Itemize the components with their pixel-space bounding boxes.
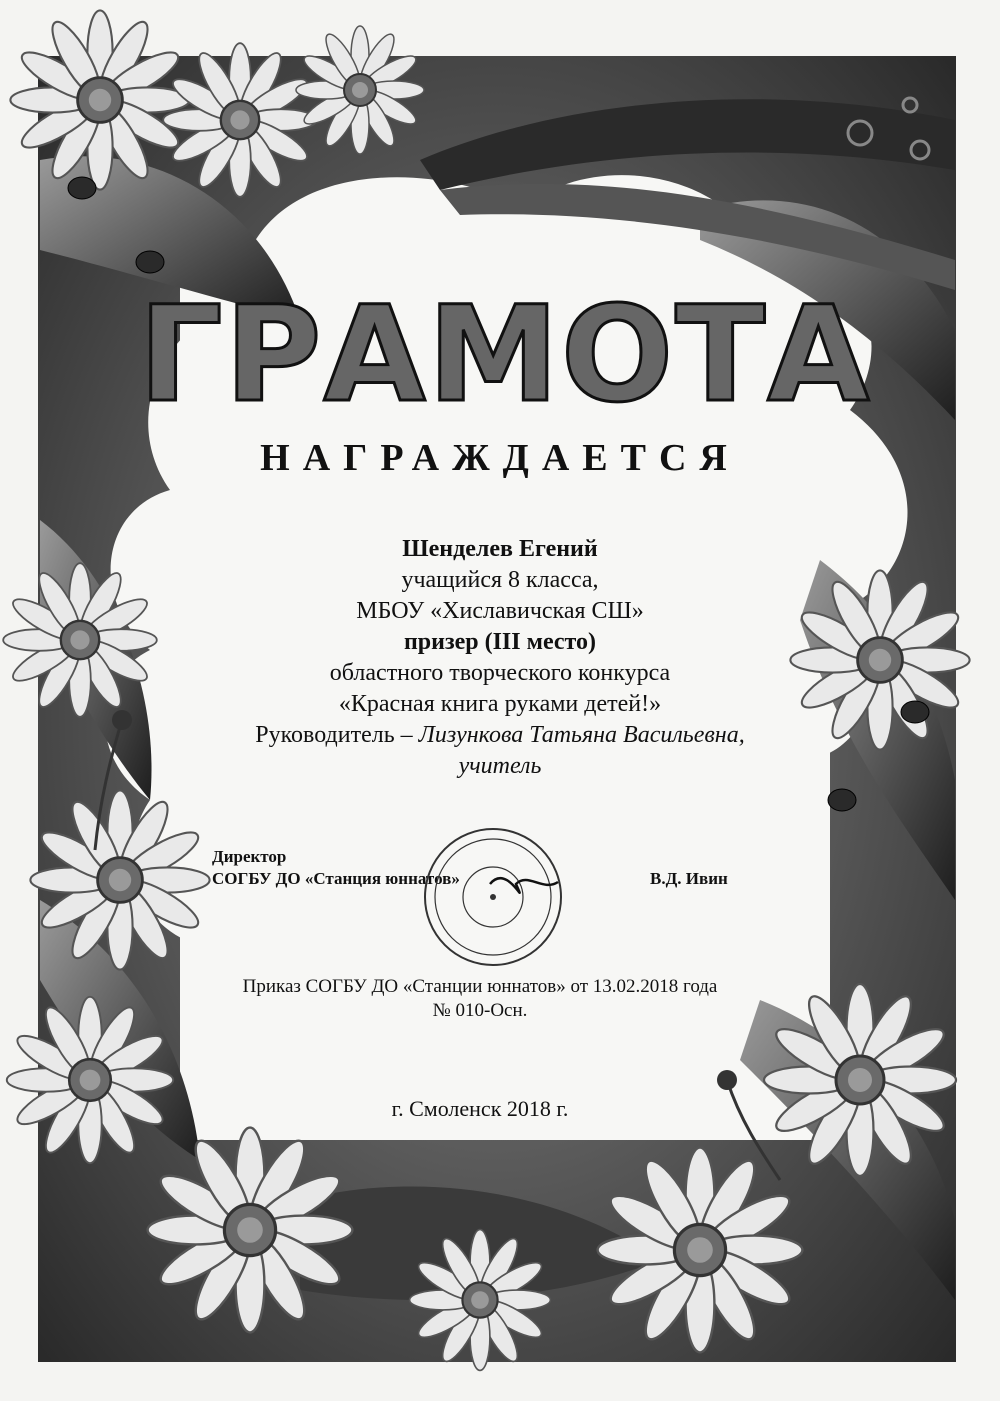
title-text: ГРАМОТА <box>138 278 872 432</box>
order-reference <box>210 975 750 1023</box>
leader-name: Лизункова Татьяна Васильевна, <box>418 722 745 748</box>
recipient-name: Шенделев Егений <box>402 536 598 562</box>
award-line: призер (III место) <box>403 629 597 655</box>
class-line: учащийся 8 класса, <box>401 567 599 593</box>
director-name: В.Д. Ивин <box>650 869 728 888</box>
school-line: МБОУ «Хиславичская СШ» <box>356 598 644 624</box>
city-year: г. Смоленск 2018 г. <box>391 1096 569 1121</box>
leader-line <box>150 720 850 751</box>
awarded-heading: НАГРАЖДАЕТСЯ <box>260 437 740 479</box>
official-seal <box>418 822 568 972</box>
order-line-2: № 010-Осн. <box>432 1000 528 1021</box>
director-position: Директор <box>212 847 287 866</box>
leader-label: Руководитель – <box>255 722 413 748</box>
recipient-block <box>150 534 850 782</box>
certificate-title <box>138 278 872 432</box>
order-line-1: Приказ СОГБУ ДО «Станции юннатов» от 13.02.2018 года <box>242 976 718 997</box>
contest-name: «Красная книга руками детей!» <box>338 691 662 717</box>
contest-line: областного творческого конкурса <box>329 660 671 686</box>
director-organization: СОГБУ ДО «Станция юннатов» <box>212 869 460 888</box>
leader-role: учитель <box>458 753 542 779</box>
